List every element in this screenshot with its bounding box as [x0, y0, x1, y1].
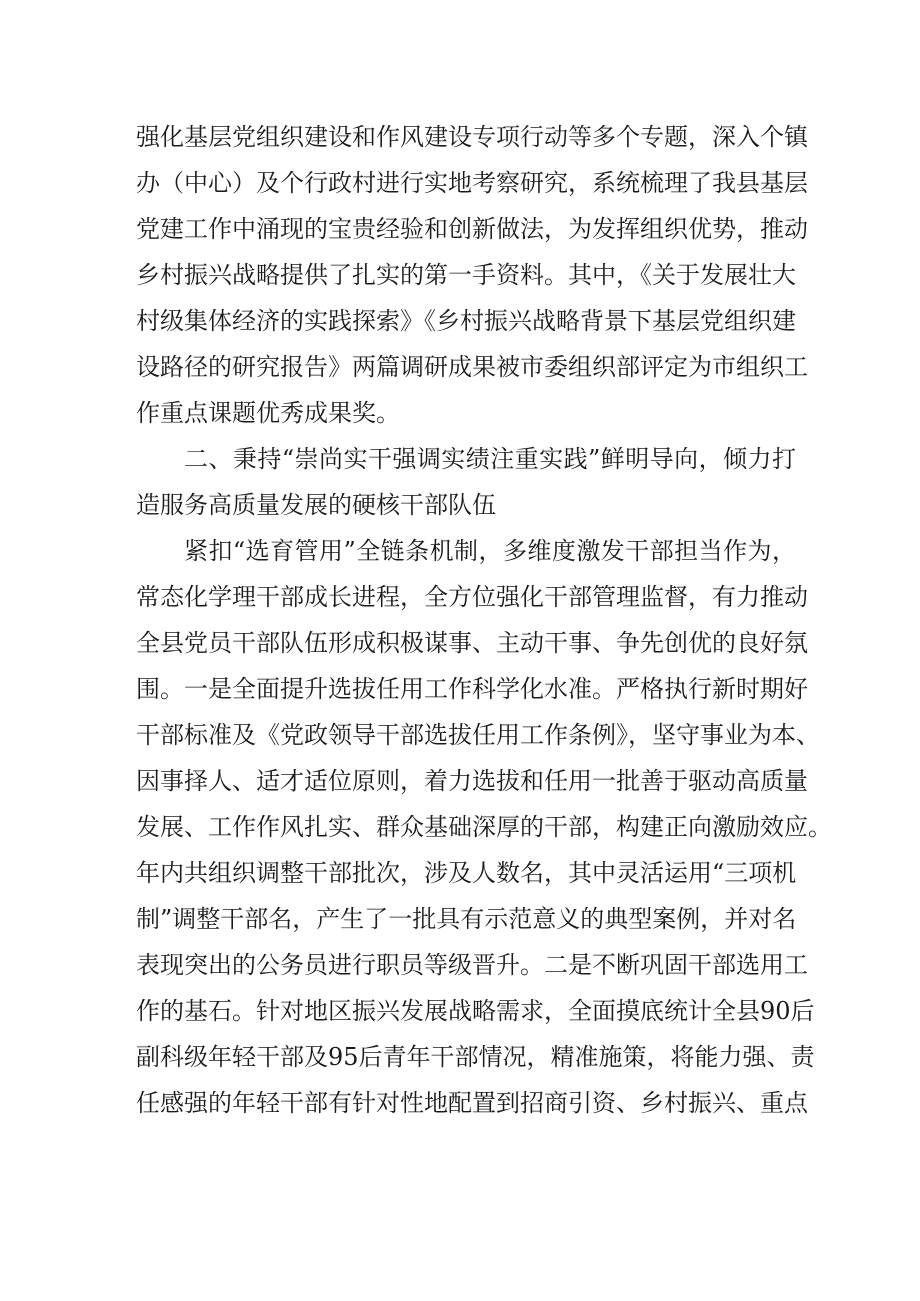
text-line: 因事择人、适才适位原则，着力选拔和任用一批善于驱动高质量	[136, 767, 808, 795]
text-line: 表现突出的公务员进行职员等级晋升。二是不断巩固干部选用工	[136, 951, 808, 979]
text-line: 围。一是全面提升选拔任用工作科学化水准。严格执行新时期好	[136, 675, 808, 703]
text-line: 全县党员干部队伍形成积极谋事、主动干事、争先创优的良好氛	[136, 629, 808, 657]
text-line: 年内共组织调整干部批次，涉及人数名，其中灵活运用“三项机	[136, 859, 797, 887]
section-heading	[136, 436, 796, 528]
heading-line: 二、秉持“崇尚实干强调实绩注重实践”鲜明导向，倾力打	[184, 445, 796, 473]
text-line: 干部标准及《党政领导干部选拔任用工作条例》，坚守事业为本、	[136, 721, 820, 749]
text-line: 村级集体经济的实践探索》《乡村振兴战略背景下基层党组织建	[136, 307, 796, 335]
text-line: 强化基层党组织建设和作风建设专项行动等多个专题，深入个镇	[136, 123, 808, 151]
text-line: 任感强的年轻干部有针对性地配置到招商引资、乡村振兴、重点	[136, 1089, 808, 1117]
text-line: 党建工作中涌现的宝贵经验和创新做法，为发挥组织优势，推动	[136, 215, 808, 243]
paragraph-cadre-management	[136, 528, 832, 1126]
text-line: 乡村振兴战略提供了扎实的第一手资料。其中，《关于发展壮大	[136, 261, 796, 289]
text-line: 作的基石。针对地区振兴发展战略需求，全面摸底统计全县90后	[136, 997, 815, 1025]
paragraph-research-results	[136, 114, 808, 436]
text-line: 常态化学理干部成长进程，全方位强化干部管理监督，有力推动	[136, 583, 808, 611]
text-line: 作重点课题优秀成果奖。	[136, 399, 400, 427]
heading-line: 造服务高质量发展的硬核干部队伍	[136, 491, 496, 519]
document-body	[136, 114, 832, 1126]
text-line: 设路径的研究报告》两篇调研成果被市委组织部评定为市组织工	[136, 353, 808, 381]
text-line: 紧扣“选育管用”全链条机制，多维度激发干部担当作为，	[184, 537, 796, 565]
text-line: 制”调整干部名，产生了一批具有示范意义的典型案例，并对名	[136, 905, 797, 933]
text-line: 发展、工作作风扎实、群众基础深厚的干部，构建正向激励效应。	[136, 813, 832, 841]
text-line: 办（中心）及个行政村进行实地考察研究，系统梳理了我县基层	[136, 169, 808, 197]
text-line: 副科级年轻干部及95后青年干部情况，精准施策，将能力强、责	[136, 1043, 815, 1071]
